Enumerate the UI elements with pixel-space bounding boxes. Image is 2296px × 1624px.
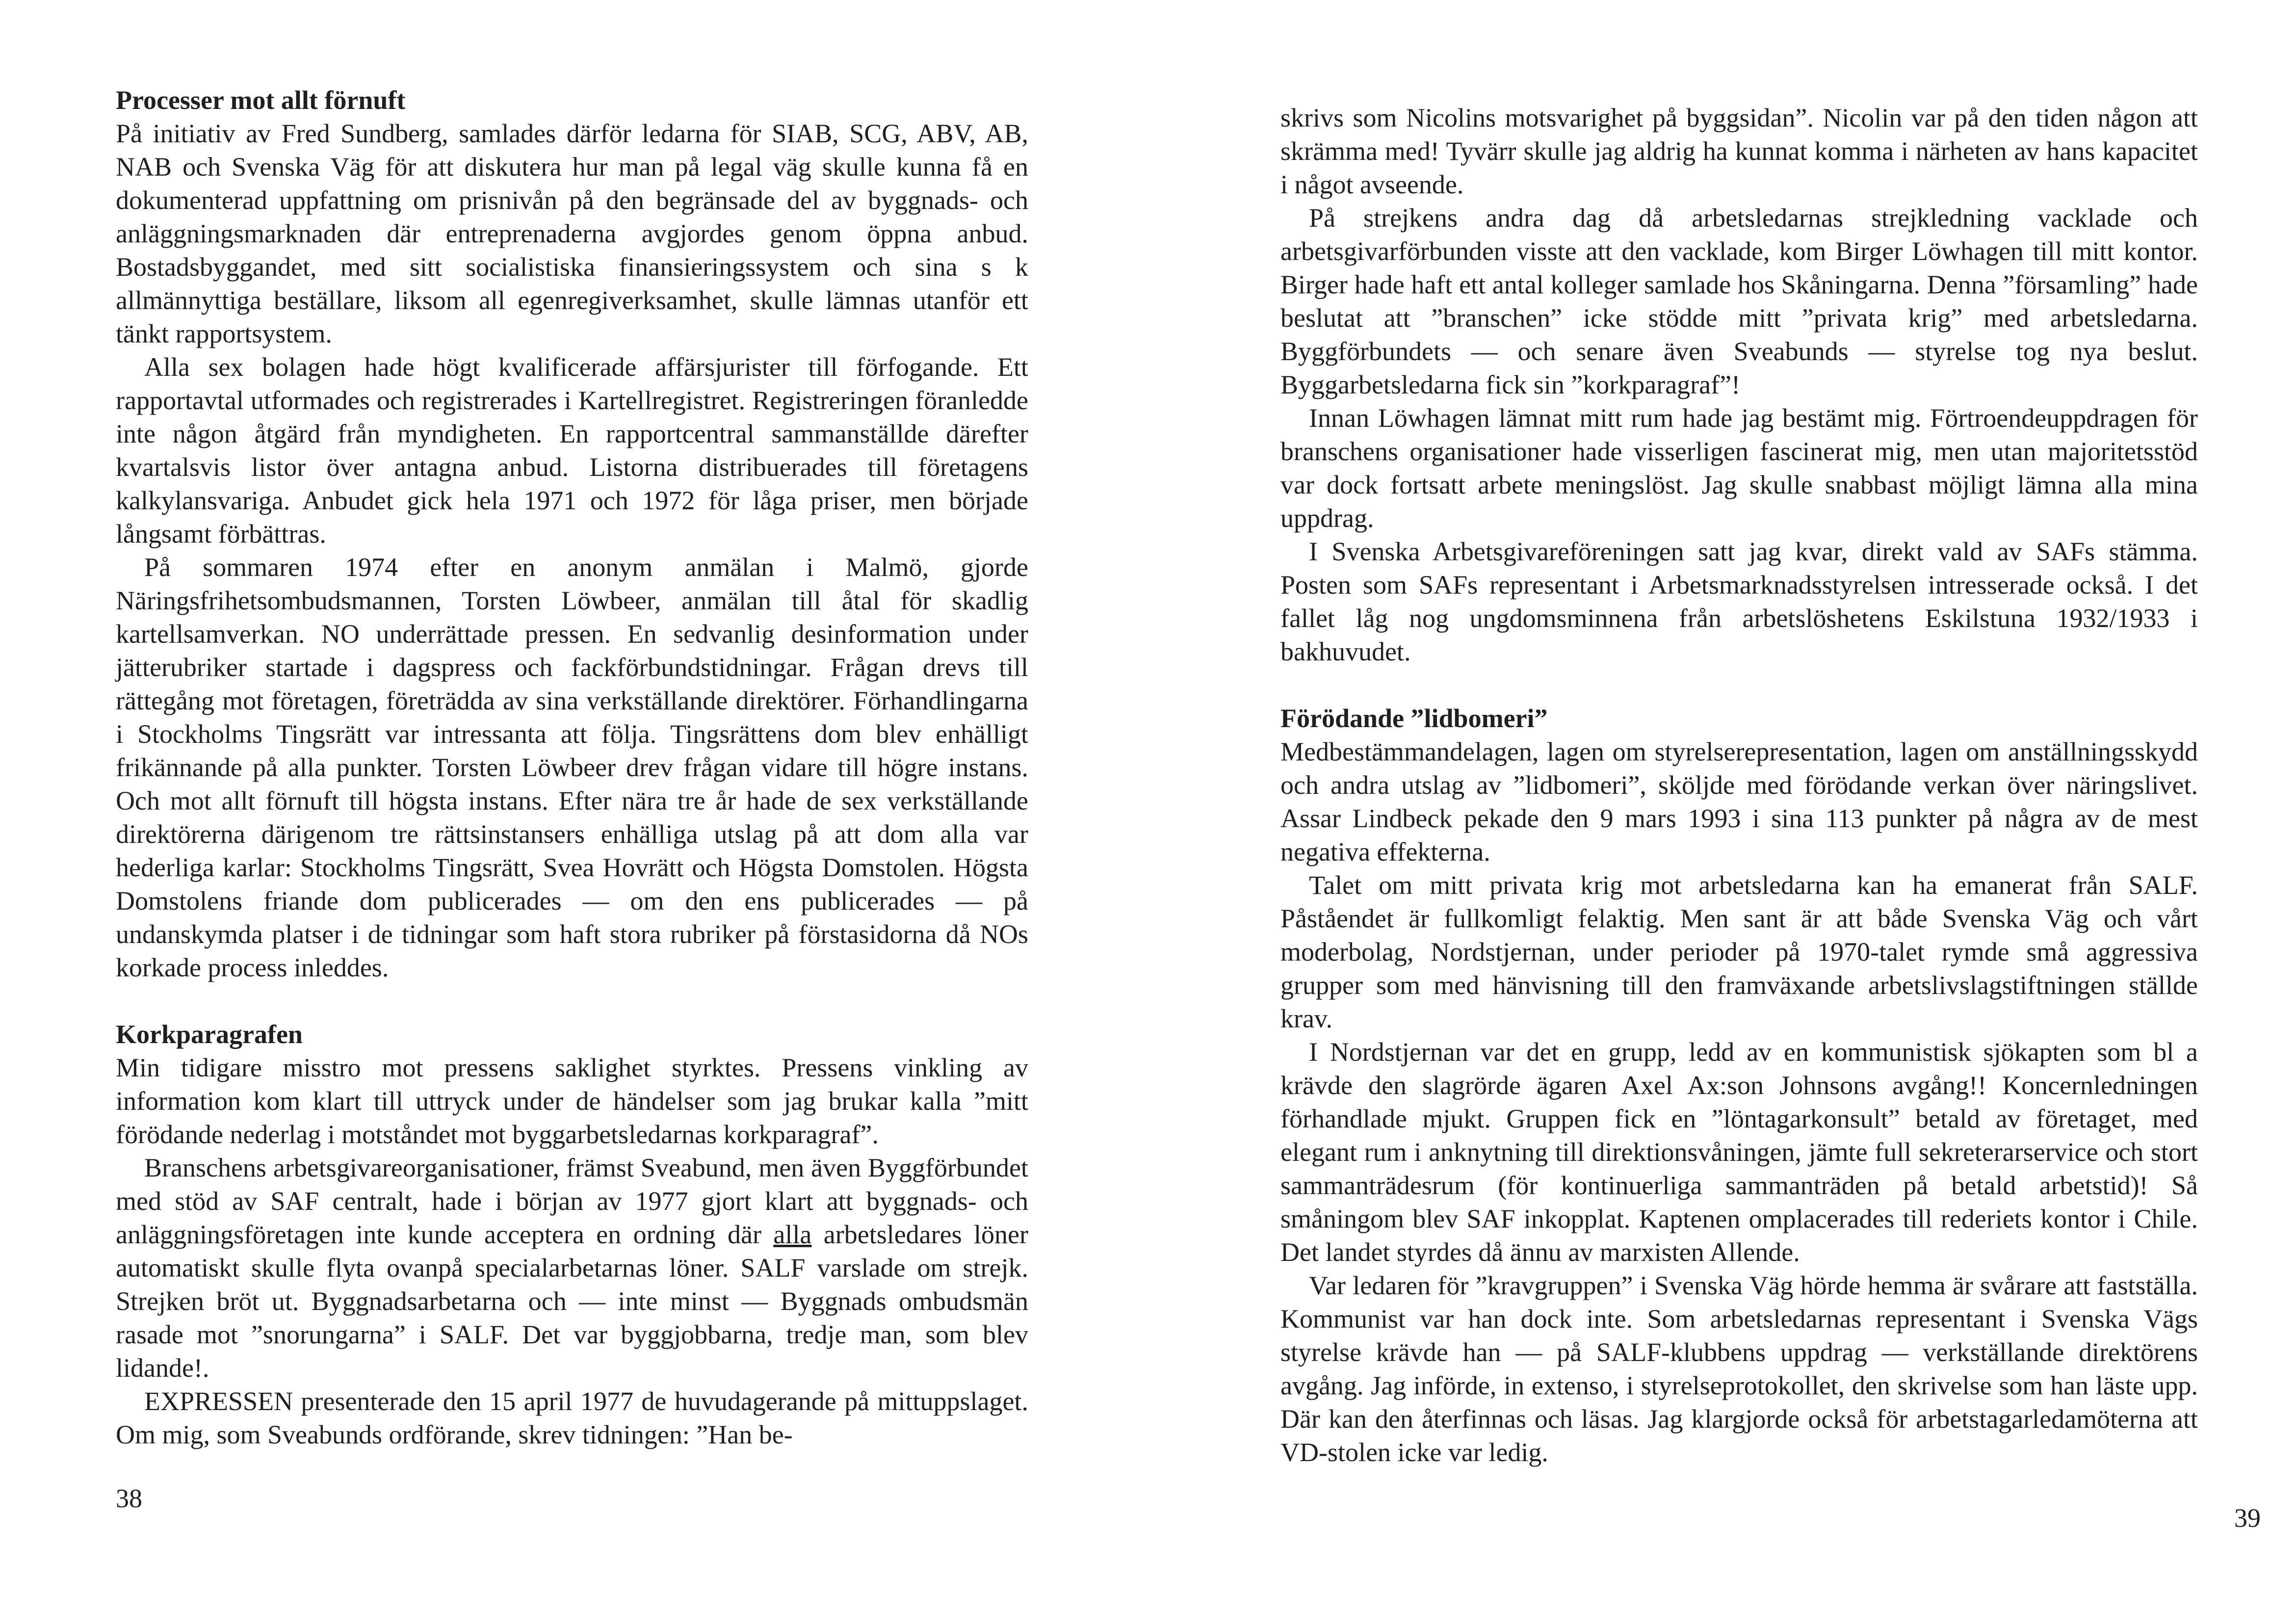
section-heading-lidbomeri: Förödande ”lidbomeri” xyxy=(1280,704,1548,733)
paragraph: Alla sex bolagen hade högt kvalificerade affärsjurister till förfogande. Ett rapportavtal utformades och registrerades i Kartellregistret. Registreringen föranledde inte någon åtgärd från myndigheten. En rapportcentral sammanställde därefter kvartalsvis listor över antagna anbud. Listorna distribuerades till företagens kalkylansvariga. Anbudet gick hela 1971 och 1972 för låga priser, men började långsamt förbättras. xyxy=(116,352,1028,549)
section-heading-processer: Processer mot allt förnuft xyxy=(116,85,406,115)
paragraph: Var ledaren för ”kravgruppen” i Svenska Väg hörde hemma är svårare att fastställa. Kommunist var han dock inte. Som arbetsledarnas representant i Svenska Vägs styrelse krävde han — på SALF-klubbens uppdrag — verkställande direktörens avgång. Jag införde, in extenso, i styrelseprotokollet, den skrivelse som han läste upp. Där kan den återfinnas och läsas. Jag klargjorde också för arbetstagarledamöterna att VD-stolen icke var ledig. xyxy=(1280,1271,2198,1467)
paragraph xyxy=(116,1151,1028,1385)
page-number: 38 xyxy=(116,1484,142,1513)
right-page xyxy=(1148,0,2296,1624)
paragraph: EXPRESSEN presenterade den 15 april 1977 de huvudagerande på mittuppslaget. Om mig, som Sveabunds ordförande, skrev tidningen: ”Han be- xyxy=(116,1387,1028,1449)
left-text-column xyxy=(116,83,1028,1451)
page-number: 39 xyxy=(2234,1503,2261,1533)
section-heading-korkparagrafen: Korkparagrafen xyxy=(116,1020,303,1049)
paragraph: Talet om mitt privata krig mot arbetsledarna kan ha emanerat från SALF. Påståendet är fullkomligt felaktig. Men sant är att både Svenska Väg och vårt moderbolag, Nordstjernan, under perioder på 1970-talet rymde små aggressiva grupper som med hänvisning till den framväxande arbetslivslagstiftningen ställde krav. xyxy=(1280,870,2198,1033)
underlined-word: alla xyxy=(773,1220,812,1249)
paragraph: Min tidigare misstro mot pressens saklighet styrktes. Pressens vinkling av information kom klart till uttryck under de händelser som jag brukar kalla ”mitt förödande nederlag i motståndet mot byggarbetsledarnas korkparagraf”. xyxy=(116,1053,1028,1149)
paragraph: Innan Löwhagen lämnat mitt rum hade jag bestämt mig. Förtroendeuppdragen för branschens organisationer hade visserligen fascinerat mig, men utan majoritetsstöd var dock fortsatt arbete meningslöst. Jag skulle snabbast möjligt lämna alla mina uppdrag. xyxy=(1280,403,2198,533)
paragraph: I Nordstjernan var det en grupp, ledd av en kommunistisk sjökapten som bl a krävde den slagrörde ägaren Axel Ax:son Johnsons avgång!! Koncernledningen förhandlade mjukt. Gruppen fick en ”löntagarkonsult” betald av företaget, med elegant rum i anknytning till direktionsvåningen, jämte full sekreterarservice och stort sammanträdesrum (för kontinuerliga sammanträden på betald arbetstid)! Så småningom blev SAF inkopplat. Kaptenen omplacerades till rederiets kontor i Chile. Det landet styrdes då ännu av marxisten Allende. xyxy=(1280,1037,2198,1267)
paragraph: På initiativ av Fred Sundberg, samlades därför ledarna för SIAB, SCG, ABV, AB, NAB och Svenska Väg för att diskutera hur man på legal väg skulle kunna få en dokumenterad uppfattning om prisnivån på den begränsade del av byggnads- och anläggningsmarknaden där entreprenaderna avgjordes genom öppna anbud. Bostadsbyggandet, med sitt socialistiska finansieringssystem och sina s k allmännyttiga beställare, liksom all egenregiverksamhet, skulle lämnas utanför ett tänkt rapportsystem. xyxy=(116,119,1028,348)
section-gap xyxy=(116,984,1028,1018)
paragraph: Medbestämmandelagen, lagen om styrelserepresentation, lagen om anställningsskydd och andra utslag av ”lidbomeri”, sköljde med förödande verkan över näringslivet. Assar Lindbeck pekade den 9 mars 1993 i sina 113 punkter på några av de mest negativa effekterna. xyxy=(1280,737,2198,866)
paragraph: På strejkens andra dag då arbetsledarnas strejkledning vacklade och arbetsgivarförbunden visste att den vacklade, kom Birger Löwhagen till mitt kontor. Birger hade haft ett antal kolleger samlade hos Skåningarna. Denna ”församling” hade beslutat att ”branschen” icke stödde mitt ”privata krig” med arbetsledarna. Byggförbundets — och senare även Sveabunds — styrelse tog nya beslut. Byggarbetsledarna fick sin ”korkparagraf”! xyxy=(1280,203,2198,399)
paragraph: I Svenska Arbetsgivareföreningen satt jag kvar, direkt vald av SAFs stämma. Posten som SAFs representant i Arbetsmarknadsstyrelsen intresserade också. I det fallet låg nog ungdomsminnena från arbetslöshetens Eskilstuna 1932/1933 i bakhuvudet. xyxy=(1280,537,2198,666)
paragraph-text: Branschens arbetsgivareorganisationer, främst Sveabund, men även Byggförbundet med stöd av SAF centralt, hade i början av 1977 gjort klart att byggnads- och anläggningsföretagen inte kunde acceptera en ordning där xyxy=(116,1153,1028,1249)
section-gap xyxy=(1280,668,2198,702)
right-text-column xyxy=(1280,101,2198,1469)
paragraph-text: arbetsledares löner automatiskt skulle flyta ovanpå specialarbetarnas löner. SALF varslade om strejk. Strejken bröt ut. Byggnadsarbetarna och — inte minst — Byggnads ombudsmän rasade mot ”snorungarna” i SALF. Det var byggjobbarna, tredje man, som blev lidande!. xyxy=(116,1220,1028,1383)
paragraph: skrivs som Nicolins motsvarighet på byggsidan”. Nicolin var på den tiden någon att skrämma med! Tyvärr skulle jag aldrig ha kunnat komma i närheten av hans kapacitet i något avseende. xyxy=(1280,103,2198,199)
paragraph: På sommaren 1974 efter en anonym anmälan i Malmö, gjorde Näringsfrihetsombudsmannen, Torsten Löwbeer, anmälan till åtal för skadlig kartellsamverkan. NO underrättade pressen. En sedvanlig desinformation under jätterubriker startade i dagspress och fackförbundstidningar. Frågan drevs till rättegång mot företagen, företrädda av sina verkställande direktörer. Förhandlingarna i Stockholms Tingsrätt var intressanta att följa. Tingsrättens dom blev enhälligt frikännande på alla punkter. Torsten Löwbeer drev frågan vidare till högre instans. Och mot allt förnuft till högsta instans. Efter nära tre år hade de sex verkställande direktörerna därigenom tre rättsinstansers enhälliga utslag på att dom alla var hederliga karlar: Stockholms Tingsrätt, Svea Hovrätt och Högsta Domstolen. Högsta Domstolens friande dom publicerades — om den ens publicerades — på undanskymda platser i de tidningar som haft stora rubriker på förstasidorna då NOs korkade process inleddes. xyxy=(116,552,1028,982)
